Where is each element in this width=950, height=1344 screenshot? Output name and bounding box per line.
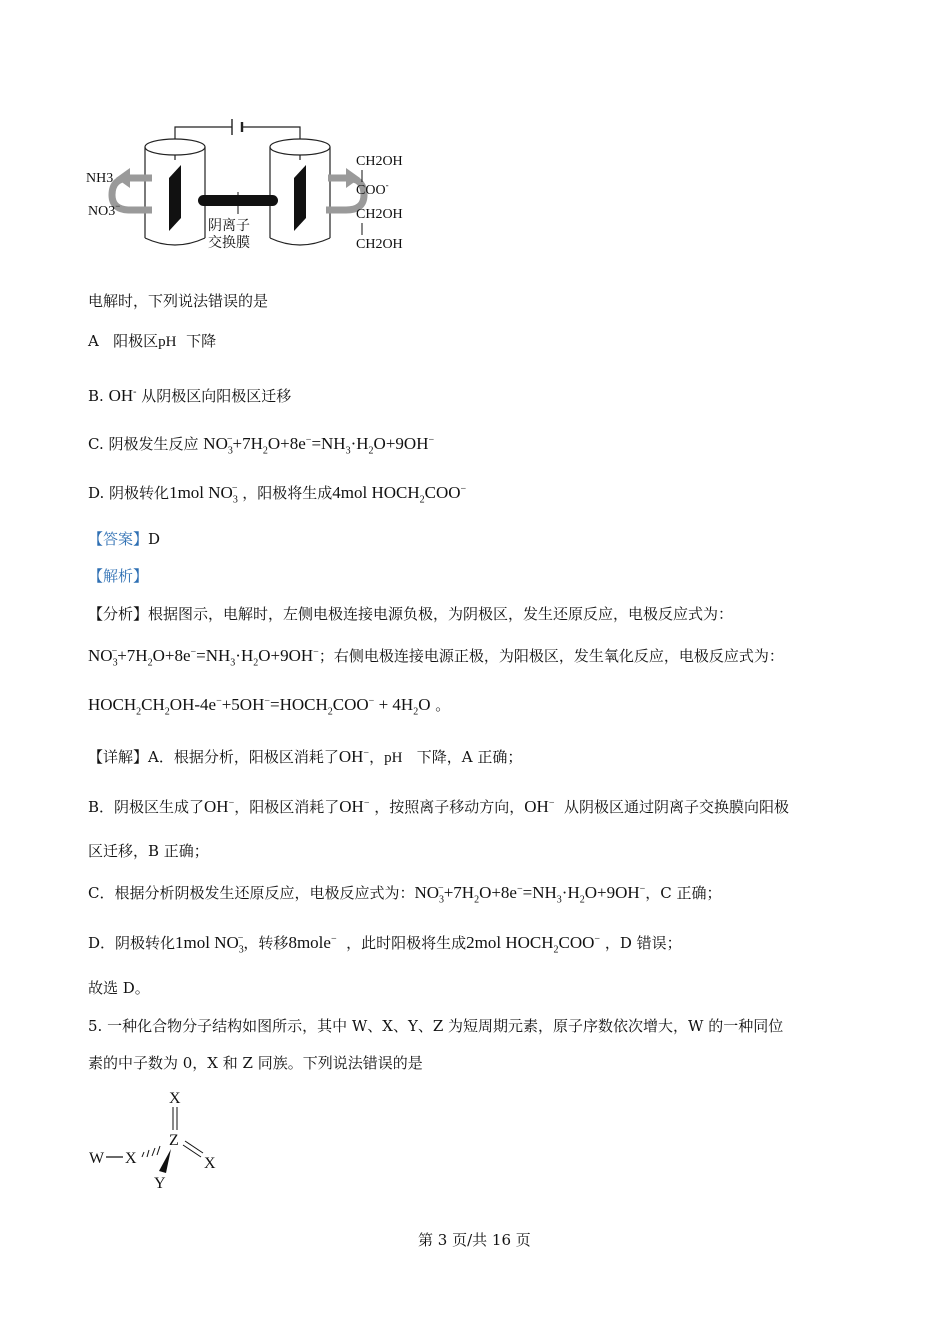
option-label: D. bbox=[88, 484, 105, 502]
detail-a: 【详解】A．根据分析，阳极区消耗了OH−，pH 下降，A 正确； bbox=[88, 747, 523, 766]
formula: pH bbox=[158, 334, 177, 350]
detail-c: C．根据分析阴极发生还原反应，电极反应式为：$NO_3^-+7H_2O+8e^-=NH_3\cdot H_2O+9OH^-$，C 正确； bbox=[88, 883, 722, 906]
answer-value: D bbox=[148, 530, 161, 548]
detail-b: B．阴极区生成了OH−，阳极区消耗了OH− ，按照离子移动方向，OH− 从阴极区通过阴离子交换膜向阳极 bbox=[88, 797, 790, 816]
label-ch2oh: CH2OH bbox=[356, 207, 403, 222]
equation-cathode: $NO_3^-+7H_2O+8e^-=NH_3\cdot H_2O+9OH^-$ bbox=[88, 646, 319, 669]
label-ch2oh: CH2OH bbox=[356, 154, 403, 169]
page-number: 第 3 页/共 16 页 bbox=[418, 1231, 531, 1249]
analysis-line-1: 【分析】根据图示，电解时，左侧电极连接电源负极，为阴极区，发生还原反应，电极反应式为： bbox=[88, 605, 734, 623]
explanation-label: 【解析】 bbox=[88, 567, 149, 585]
analysis-label: 【分析】 bbox=[88, 605, 149, 623]
question-stem: 电解时，下列说法错误的是 bbox=[88, 292, 269, 310]
label-coo: COO- bbox=[356, 180, 389, 198]
option-b[interactable]: B. OH- 从阴极区向阳极区迁移 bbox=[88, 386, 292, 405]
atom-y: Y bbox=[154, 1175, 166, 1192]
detail-label: 【详解】 bbox=[88, 748, 149, 766]
equation-cathode: $NO_3^-+7H_2O+8e^-=NH_3\cdot H_2O+9OH^-$ bbox=[414, 883, 646, 906]
membrane-label: 阴离子 bbox=[208, 219, 250, 234]
atom-x-top: X bbox=[169, 1090, 181, 1107]
label-nh3: NH3 bbox=[86, 171, 114, 186]
membrane-label: 交换膜 bbox=[208, 236, 250, 251]
question5-line-1: 5. 一种化合物分子结构如图所示，其中 W、X、Y、Z 为短周期元素，原子序数依次增大，W 的一种同位 bbox=[88, 1017, 784, 1035]
molecule-structure bbox=[85, 1085, 235, 1195]
option-c[interactable]: C. 阴极发生反应 $NO_3^-+7H_2O+8e^-=NH_3\cdot H_2O+9OH^-$ bbox=[88, 434, 435, 457]
atom-z: Z bbox=[169, 1132, 179, 1149]
formula: OH- bbox=[108, 386, 137, 405]
detail-d: D．阴极转化1mol $NO_3^-$，转移8mole− ，此时阳极将生成2mol $HOCH_2COO^-$ ，D 错误； bbox=[88, 933, 682, 956]
option-label: A bbox=[88, 332, 99, 350]
question5-line-2: 素的中子数为 0，X 和 Z 同族。下列说法错误的是 bbox=[88, 1054, 423, 1072]
formula: 4mol $HOCH_2COO^-$ bbox=[332, 483, 467, 506]
label-ch2oh: CH2OH bbox=[356, 237, 403, 252]
conclusion: 故选 D。 bbox=[88, 979, 150, 997]
detail-b-cont: 区迁移，B 正确； bbox=[88, 842, 209, 860]
option-d[interactable]: D. 阴极转化1mol $NO_3^-$ ，阳极将生成4mol $HOCH_2COO^-$ bbox=[88, 483, 467, 506]
answer bbox=[88, 528, 160, 549]
option-a[interactable]: A 阳极区pH 下降 bbox=[88, 332, 217, 350]
atom-x-left: X bbox=[125, 1150, 137, 1167]
equation-anode: $HOCH_2CH_2OH-4e^-+5OH^-=HOCH_2COO^- + 4H_2O$ bbox=[88, 695, 431, 718]
atom-x-right: X bbox=[204, 1155, 216, 1172]
option-label: B. bbox=[88, 387, 104, 405]
electrolysis-cell-diagram bbox=[80, 110, 420, 260]
analysis-line-3: $HOCH_2CH_2OH-4e^-+5OH^-=HOCH_2COO^- + 4H_2O$ 。 bbox=[88, 695, 451, 718]
atom-w: W bbox=[89, 1150, 105, 1167]
formula: 1mol $NO_3^-$ bbox=[169, 483, 238, 506]
label-no3: NO3− bbox=[88, 201, 121, 219]
option-label: C. bbox=[88, 435, 104, 453]
answer-label: 【答案】 bbox=[88, 530, 149, 548]
equation-cathode: $NO_3^-+7H_2O+8e^-=NH_3\cdot H_2O+9OH^-$ bbox=[203, 434, 435, 457]
analysis-line-2: $NO_3^-+7H_2O+8e^-=NH_3\cdot H_2O+9OH^-$；右侧电极连接电源正极，为阳极区，发生氧化反应，电极反应式为： bbox=[88, 646, 784, 669]
